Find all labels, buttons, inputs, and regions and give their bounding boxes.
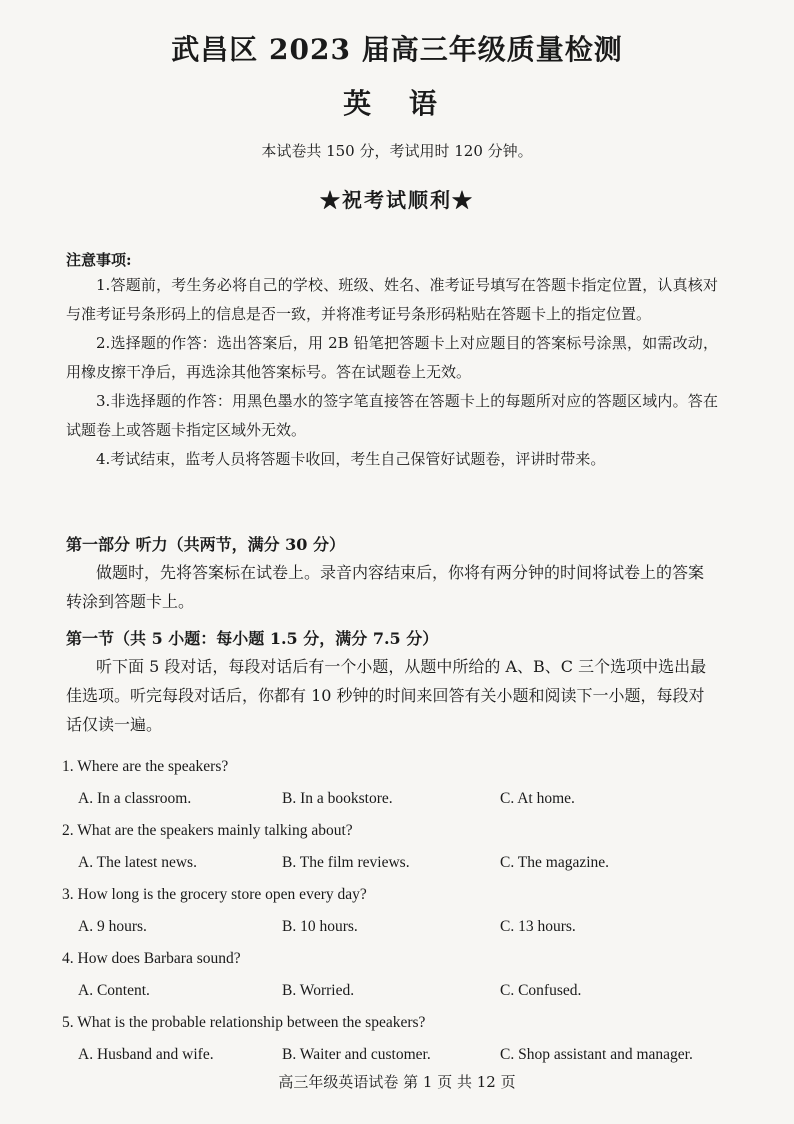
section1-instructions: 听下面 5 段对话，每段对话后有一个小题，从题中所给的 A、B、C 三个选项中选出最佳选项。听完每段对话后，你都有 10 秒钟的时间来回答有关小题和阅读下一小题，每段对话仅读一遍。 [66, 657, 707, 734]
note-item-4: 4.考试结束，监考人员将答题卡收回，考生自己保管好试题卷，评讲时带来。 [96, 450, 606, 468]
option-a: A. 9 hours. [78, 918, 147, 935]
option-a: A. In a classroom. [78, 790, 192, 807]
option-b: B. Waiter and customer. [282, 1046, 431, 1063]
option-a: A. The latest news. [78, 854, 197, 871]
option-c: C. The magazine. [500, 854, 610, 871]
question-1 [62, 752, 722, 816]
question-stem: 2. What are the speakers mainly talking about? [62, 822, 353, 839]
question-5 [62, 1008, 722, 1072]
option-a: A. Husband and wife. [78, 1046, 214, 1063]
option-a: A. Content. [78, 982, 150, 999]
option-c: C. Shop assistant and manager. [500, 1046, 693, 1063]
note-item-2: 2.选择题的作答：选出答案后，用 2B 铅笔把答题卡上对应题目的答案标号涂黑，如需改动，用橡皮擦干净后，再选涂其他答案标号。答在试题卷上无效。 [66, 334, 718, 381]
exam-time-info: 本试卷共 150 分，考试用时 120 分钟。 [261, 142, 533, 160]
option-b: B. The film reviews. [282, 854, 410, 871]
question-list [62, 752, 722, 1072]
note-item-3: 3.非选择题的作答：用黑色墨水的签字笔直接答在答题卡上的每题所对应的答题区域内。答在试题卷上或答题卡指定区域外无效。 [66, 392, 718, 439]
notes-list [66, 271, 718, 474]
section1-heading: 第一节（共 5 小题：每小题 1.5 分，满分 7.5 分） [66, 629, 439, 648]
question-4 [62, 944, 722, 1008]
note-item-1: 1.答题前，考生务必将自己的学校、班级、姓名、准考证号填写在答题卡指定位置，认真核对与准考证号条形码上的信息是否一致，并将准考证号条形码粘贴在答题卡上的指定位置。 [66, 276, 718, 323]
option-c: C. Confused. [500, 982, 582, 999]
option-b: B. 10 hours. [282, 918, 358, 935]
question-3 [62, 880, 722, 944]
part1-instructions: 做题时，先将答案标在试卷上。录音内容结束后，你将有两分钟的时间将试卷上的答案转涂到答题卡上。 [66, 563, 705, 611]
question-stem: 4. How does Barbara sound? [62, 950, 241, 967]
question-2 [62, 816, 722, 880]
blessing-banner: ★祝考试顺利★ [320, 188, 474, 212]
page-footer: 高三年级英语试卷 第 1 页 共 12 页 [278, 1073, 516, 1091]
option-c: C. 13 hours. [500, 918, 576, 935]
option-b: B. Worried. [282, 982, 355, 999]
exam-title: 武昌区 2023 届高三年级质量检测 [171, 33, 623, 66]
option-c: C. At home. [500, 790, 575, 807]
question-stem: 5. What is the probable relationship between the speakers? [62, 1014, 426, 1031]
option-b: B. In a bookstore. [282, 790, 393, 807]
part1-heading: 第一部分 听力（共两节，满分 30 分） [66, 535, 345, 554]
question-stem: 3. How long is the grocery store open every day? [62, 886, 367, 903]
notes-heading: 注意事项: [66, 251, 132, 269]
subject-title: 英 语 [343, 87, 451, 120]
question-stem: 1. Where are the speakers? [62, 758, 229, 775]
